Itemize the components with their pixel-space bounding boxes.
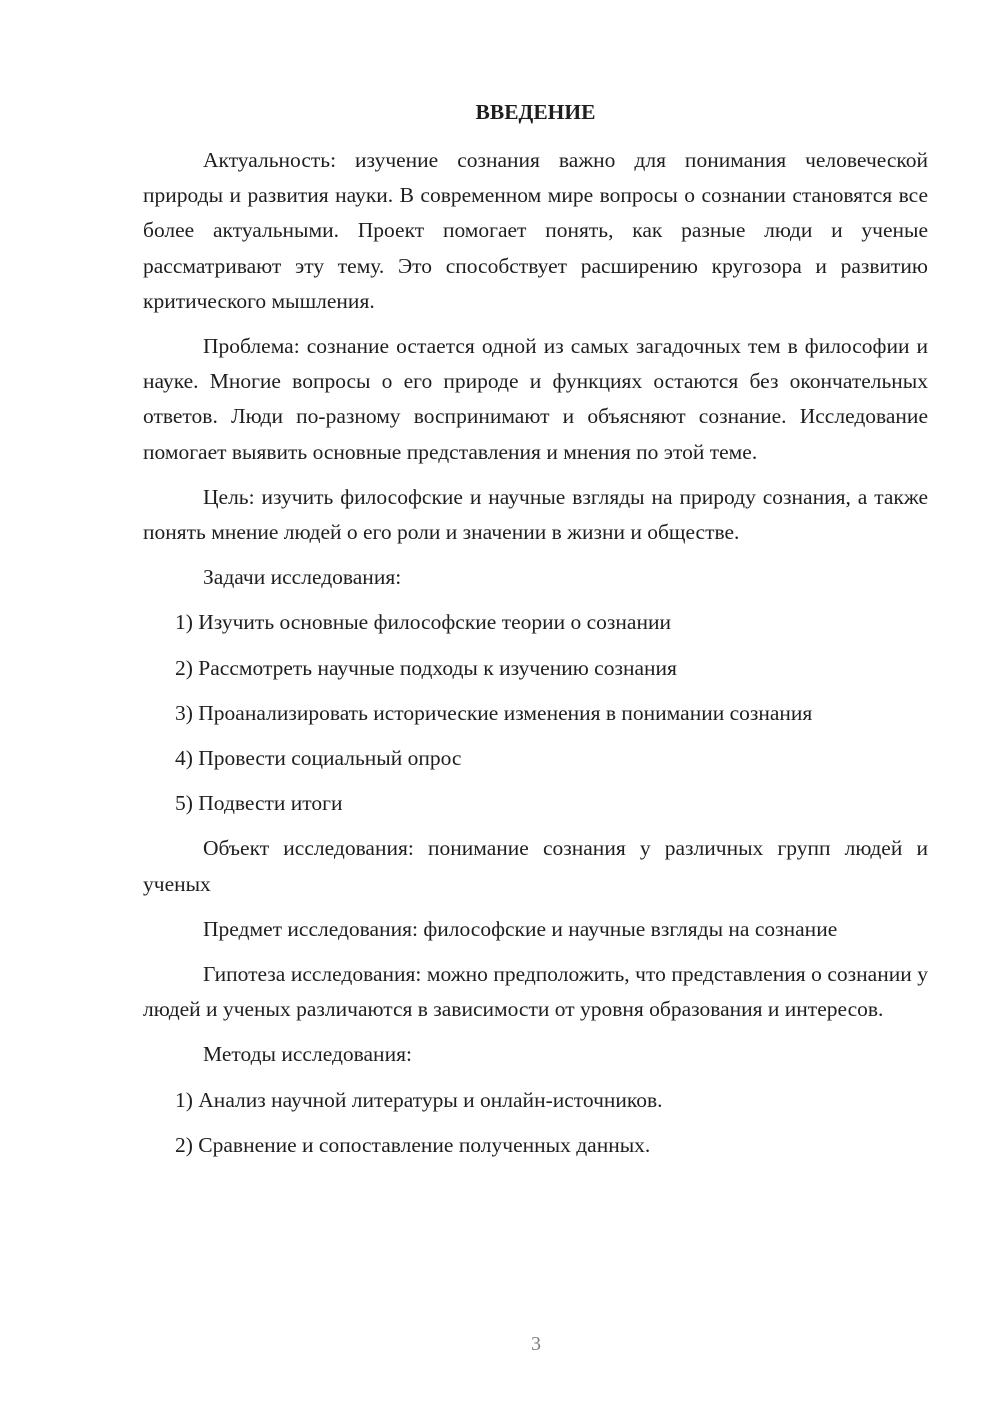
object-paragraph: Объект исследования: понимание сознания у различных групп людей и ученых [143,836,928,896]
task-item: 3) Проанализировать исторические изменения в понимании сознания [175,700,813,725]
relevance-paragraph: Актуальность: изучение сознания важно для понимания человеческой природы и развития науки. В современном мире вопросы о сознании становятся все более актуальными. Проект помогает понять, как разные люди и ученые рассматривают эту тему. Это способствует расширению кругозора и развитию критического мышления. [143,148,928,313]
subject-paragraph: Предмет исследования: философские и научные взгляды на сознание [203,916,838,941]
task-item: 1) Изучить основные философские теории о сознании [175,610,671,635]
tasks-heading: Задачи исследования: [203,565,402,590]
page-content [143,97,928,1173]
hypothesis-paragraph: Гипотеза исследования: можно предположить, что представления о сознании у людей и ученых различаются в зависимости от уровня образования и интересов. [143,962,928,1022]
task-item: 2) Рассмотреть научные подходы к изучению сознания [175,655,677,680]
problem-paragraph: Проблема: сознание остается одной из самых загадочных тем в философии и науке. Многие вопросы о его природе и функциях остаются без окончательных ответов. Люди по-разному воспринимают и объясняют сознание. Исследование помогает выявить основные представления и мнения по этой теме. [143,334,928,464]
goal-paragraph: Цель: изучить философские и научные взгляды на природу сознания, а также понять мнение людей о его роли и значении в жизни и обществе. [143,484,928,545]
method-item: 2) Сравнение и сопоставление полученных данных. [175,1132,651,1157]
page-number: 3 [531,1333,541,1355]
methods-heading: Методы исследования: [203,1042,412,1067]
task-item: 5) Подвести итоги [175,791,343,816]
method-item: 1) Анализ научной литературы и онлайн-источников. [175,1087,663,1112]
task-item: 4) Провести социальный опрос [175,746,462,771]
page-title: ВВЕДЕНИЕ [475,100,596,124]
